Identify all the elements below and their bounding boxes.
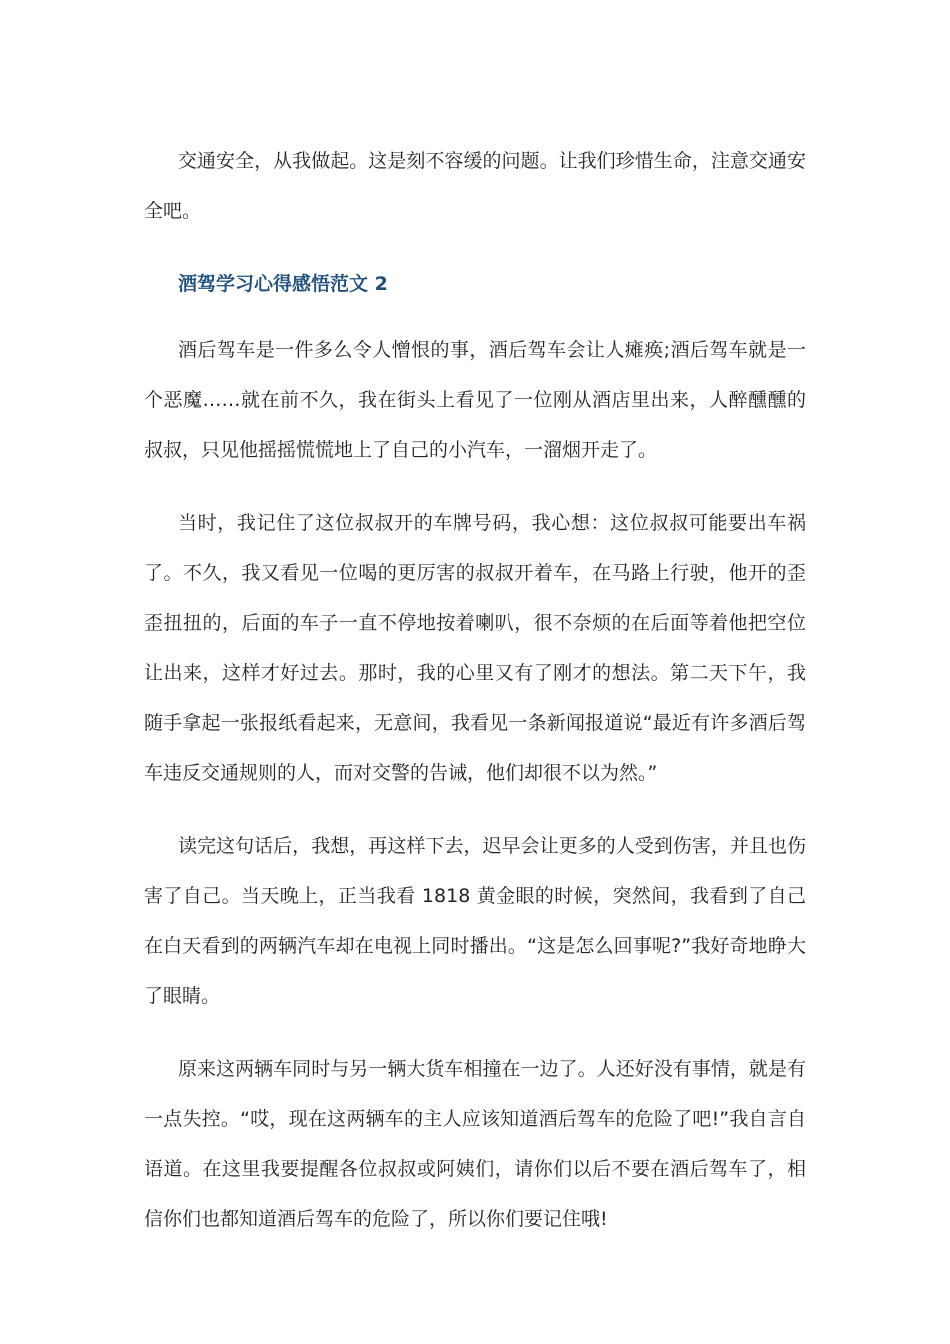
- body-paragraph-3: 读完这句话后，我想，再这样下去，迟早会让更多的人受到伤害，并且也伤害了自己。当天晚上，正当我看 1818 黄金眼的时候，突然间，我看到了自己在白天看到的两辆汽车却在电视上同时播出。“这是怎么回事呢?”我好奇地睁大了眼睛。: [144, 835, 806, 1007]
- body-paragraph-2: 当时，我记住了这位叔叔开的车牌号码，我心想：这位叔叔可能要出车祸了。不久，我又看见一位喝的更厉害的叔叔开着车，在马路上行驶，他开的歪歪扭扭的，后面的车子一直不停地按着喇叭，很不奈烦的在后面等着他把空位让出来，这样才好过去。那时，我的心里又有了刚才的想法。第二天下午，我随手拿起一张报纸看起来，无意间，我看见一条新闻报道说“最近有许多酒后驾车违反交通规则的人，而对交警的告诫，他们却很不以为然。”: [144, 512, 806, 784]
- body-paragraph-4: 原来这两辆车同时与另一辆大货车相撞在一边了。人还好没有事情，就是有一点失控。“哎，现在这两辆车的主人应该知道酒后驾车的危险了吧!”我自言自语道。在这里我要提醒各位叔叔或阿姨们，请你们以后不要在酒后驾车了，相信你们也都知道酒后驾车的危险了，所以你们要记住哦!: [144, 1058, 806, 1230]
- section-heading: 酒驾学习心得感悟范文 2: [178, 273, 388, 295]
- closing-paragraph: 交通安全，从我做起。这是刻不容缓的问题。让我们珍惜生命，注意交通安全吧。: [144, 150, 806, 222]
- body-paragraph-1: 酒后驾车是一件多么令人憎恨的事，酒后驾车会让人瘫痪;酒后驾车就是一个恶魔……就在前不久，我在街头上看见了一位刚从酒店里出来，人醉醺醺的叔叔，只见他摇摇慌慌地上了自己的小汽车，一溜烟开走了。: [144, 339, 806, 461]
- document-body: [144, 136, 806, 1267]
